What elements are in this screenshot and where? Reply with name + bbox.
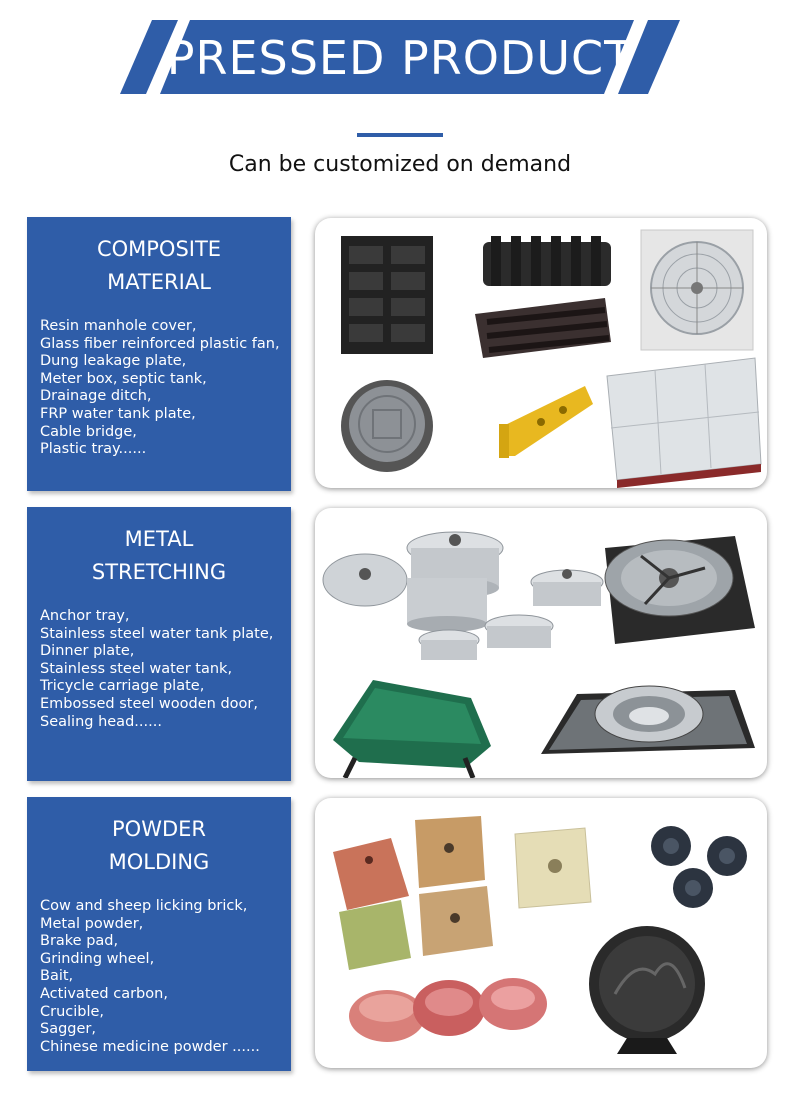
list-item: Dung leakage plate, xyxy=(40,353,187,370)
list-item: Stainless steel water tank plate, xyxy=(40,625,274,642)
product-photo-card-powder xyxy=(315,798,767,1068)
resin-manhole-cover-image xyxy=(341,380,433,472)
list-item: FRP water tank plate, xyxy=(40,405,196,422)
product-photo-card-composite xyxy=(315,218,767,488)
section-list xyxy=(40,318,280,459)
list-item: Cable bridge, xyxy=(40,423,137,440)
aluminum-cookware-image xyxy=(323,532,603,660)
metal-products-illustration xyxy=(315,508,767,778)
section-list xyxy=(40,898,260,1056)
list-item: Chinese medicine powder ...... xyxy=(40,1038,260,1055)
list-item: Resin manhole cover, xyxy=(40,318,197,334)
list-item: Metal powder, xyxy=(40,915,144,932)
header-banner xyxy=(120,20,680,94)
list-item: Sealing head...... xyxy=(40,713,162,730)
section-title: METAL STRETCHING xyxy=(91,527,227,584)
list-item: Meter box, septic tank, xyxy=(40,370,207,387)
plastic-pallet-image xyxy=(341,236,433,354)
cable-bridge-bracket-image xyxy=(499,386,593,458)
dung-leakage-plate-image xyxy=(475,236,611,358)
stainless-sink-plate-image xyxy=(605,536,755,644)
product-photo-card-metal xyxy=(315,508,767,778)
section-panel-powder xyxy=(27,797,291,1071)
list-item: Sagger, xyxy=(40,1021,96,1038)
frp-water-tank-image xyxy=(607,358,761,488)
metal-powder-parts-image xyxy=(651,826,747,908)
list-item: Bait, xyxy=(40,968,74,985)
list-item: Stainless steel water tank, xyxy=(40,660,233,677)
stainless-tray-bowl-image xyxy=(541,686,755,754)
list-item: Cow and sheep licking brick, xyxy=(40,898,248,914)
salt-lick-block-image xyxy=(515,828,591,908)
composite-products-illustration xyxy=(315,218,767,488)
section-panel-metal xyxy=(27,507,291,781)
section-panel-composite xyxy=(27,217,291,491)
list-item: Anchor tray, xyxy=(40,608,130,624)
section-title: POWDER MOLDING xyxy=(108,817,210,874)
frp-fan-image xyxy=(641,230,753,350)
list-item: Plastic tray...... xyxy=(40,441,147,458)
list-item: Grinding wheel, xyxy=(40,950,155,967)
list-item: Glass fiber reinforced plastic fan, xyxy=(40,335,280,352)
section-list xyxy=(40,608,273,731)
wheelbarrow-tray-image xyxy=(333,680,491,778)
list-item: Drainage ditch, xyxy=(40,388,152,405)
page-subtitle: Can be customized on demand xyxy=(228,152,572,177)
page-title: PRESSED PRODUCT xyxy=(166,31,634,85)
round-bait-image xyxy=(349,978,547,1042)
list-item: Activated carbon, xyxy=(40,985,168,1002)
title-underline xyxy=(357,133,443,137)
list-item: Crucible, xyxy=(40,1003,105,1020)
section-title: COMPOSITE MATERIAL xyxy=(96,237,222,294)
activated-carbon-plate-image xyxy=(589,926,705,1054)
list-item: Embossed steel wooden door, xyxy=(40,695,258,712)
list-item: Brake pad, xyxy=(40,933,119,950)
list-item: Tricycle carriage plate, xyxy=(40,678,205,695)
list-item: Dinner plate, xyxy=(40,643,135,660)
licking-brick-image xyxy=(333,816,493,970)
powder-products-illustration xyxy=(315,798,767,1068)
